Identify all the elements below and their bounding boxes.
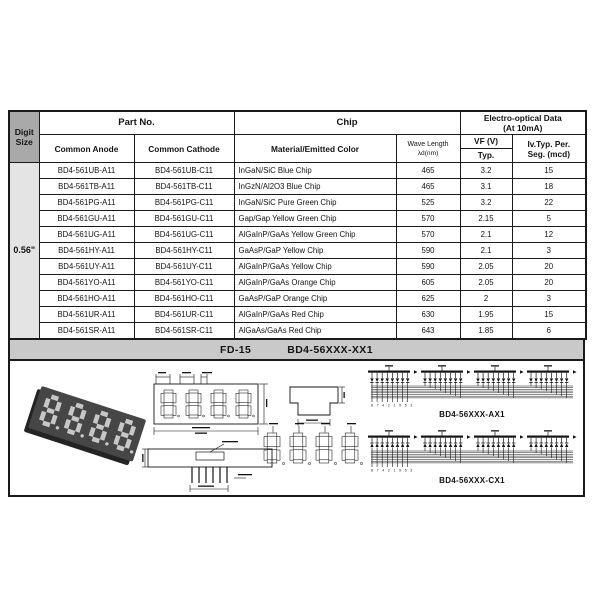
common-anode-cell: BD4-561HO-A11 (39, 291, 134, 307)
iv-cell: 12 (512, 227, 586, 243)
header-row-2 (9, 135, 586, 163)
material-cell: AlGaInP/GaAs Orange Chip (234, 275, 396, 291)
material-cell: GaAsP/GaP Yellow Chip (234, 243, 396, 259)
common-cathode-cell: BD4-561TB-C11 (134, 179, 234, 195)
common-anode-cell: BD4-561HY-A11 (39, 243, 134, 259)
iv-cell: 20 (512, 259, 586, 275)
vf-cell: 2.05 (460, 275, 512, 291)
table-row (9, 179, 586, 195)
material-cell: AlGaInP/GaAs Red Chip (234, 307, 396, 323)
common-cathode-cell: BD4-561HY-C11 (134, 243, 234, 259)
material-cell: AlGaAs/GaAs Red Chip (234, 323, 396, 340)
common-anode-cell: BD4-561UB-A11 (39, 163, 134, 179)
table-row (9, 243, 586, 259)
wavelength-cell: 570 (396, 211, 460, 227)
vf-cell: 2.15 (460, 211, 512, 227)
common-anode-cell: BD4-561SR-A11 (39, 323, 134, 340)
common-anode-cell: BD4-561TB-A11 (39, 179, 134, 195)
wavelength-line2: λd(nm) (417, 149, 439, 157)
material-cell: InGzN/Al2O3 Blue Chip (234, 179, 396, 195)
common-cathode-header: Common Cathode (134, 135, 234, 163)
header-row-1 (9, 111, 586, 135)
part-no-header: Part No. (39, 111, 234, 135)
table-row (9, 163, 586, 179)
iv-header (512, 135, 586, 163)
wavelength-cell: 643 (396, 323, 460, 340)
table-row (9, 275, 586, 291)
wavelength-cell: 570 (396, 227, 460, 243)
vf-cell: 3.2 (460, 163, 512, 179)
vf-typ-label: Typ. (477, 150, 495, 160)
wavelength-cell: 605 (396, 275, 460, 291)
wavelength-cell: 590 (396, 259, 460, 275)
svg-text:8 7 4 2 1 9 5 3: 8 7 4 2 1 9 5 3 (371, 403, 414, 408)
vf-cell: 2.05 (460, 259, 512, 275)
common-cathode-cell: BD4-561PG-C11 (134, 195, 234, 211)
common-anode-cell: BD4-561PG-A11 (39, 195, 134, 211)
vf-cell: 1.95 (460, 307, 512, 323)
vf-cell: 3.1 (460, 179, 512, 195)
table-row (9, 291, 586, 307)
common-cathode-cell: BD4-561YO-C11 (134, 275, 234, 291)
wavelength-cell: 465 (396, 179, 460, 195)
vf-header (460, 135, 512, 163)
common-cathode-cell: BD4-561UG-C11 (134, 227, 234, 243)
material-cell: Gap/Gap Yellow Green Chip (234, 211, 396, 227)
common-anode-cell: BD4-561UG-A11 (39, 227, 134, 243)
common-cathode-schematic (366, 430, 578, 476)
material-cell: GaAsP/GaP Orange Chip (234, 291, 396, 307)
electro-optical-line1: Electro-optical Data (483, 113, 562, 123)
common-cathode-cell: BD4-561HO-C11 (134, 291, 234, 307)
drawing-code: FD-15 (220, 343, 252, 356)
wavelength-cell: 630 (396, 307, 460, 323)
cx1-schematic-label: BD4-56XXX-CX1 (439, 476, 505, 485)
common-anode-header: Common Anode (39, 135, 134, 163)
series-part-number: BD4-56XXX-XX1 (287, 343, 373, 356)
common-cathode-cell: BD4-561SR-C11 (134, 323, 234, 340)
wavelength-line1: Wave Length (407, 140, 449, 148)
common-anode-cell: BD4-561GU-A11 (39, 211, 134, 227)
iv-cell: 15 (512, 163, 586, 179)
ax1-schematic-label: BD4-56XXX-AX1 (439, 410, 505, 419)
electro-optical-header (460, 111, 586, 135)
material-cell: AlGaInP/GaAs Yellow Green Chip (234, 227, 396, 243)
datasheet-table (8, 110, 587, 340)
common-cathode-cell: BD4-561UB-C11 (134, 163, 234, 179)
product-photo (20, 369, 148, 487)
common-anode-cell: BD4-561UR-A11 (39, 307, 134, 323)
digit-size-header: Digit Size (9, 111, 39, 163)
iv-cell: 5 (512, 211, 586, 227)
iv-cell: 3 (512, 243, 586, 259)
material-header: Material/Emitted Color (234, 135, 396, 163)
table-row (9, 259, 586, 275)
table-body (9, 163, 586, 340)
table-header (9, 111, 586, 163)
vf-cell: 2 (460, 291, 512, 307)
digit-size-value: 0.56" (9, 163, 39, 340)
vf-label: VF (V) (461, 135, 512, 149)
wavelength-cell: 465 (396, 163, 460, 179)
vf-cell: 1.85 (460, 323, 512, 340)
iv-cell: 3 (512, 291, 586, 307)
material-cell: InGaN/SiC Pure Green Chip (234, 195, 396, 211)
mechanical-drawing-panel (8, 361, 585, 497)
iv-cell: 15 (512, 307, 586, 323)
common-cathode-cell: BD4-561UR-C11 (134, 307, 234, 323)
vf-cell: 2.1 (460, 227, 512, 243)
wavelength-cell: 625 (396, 291, 460, 307)
iv-line1: Iv.Typ. Per. (527, 138, 571, 149)
common-anode-schematic (366, 365, 578, 411)
iv-cell: 20 (512, 275, 586, 291)
wavelength-cell: 525 (396, 195, 460, 211)
iv-cell: 22 (512, 195, 586, 211)
electro-optical-line2: (At 10mA) (503, 123, 543, 133)
vf-cell: 3.2 (460, 195, 512, 211)
segment-layout-diagram (258, 421, 364, 477)
material-cell: AlGaInP/GaAs Yellow Chip (234, 259, 396, 275)
table-row (9, 211, 586, 227)
material-cell: InGaN/SiC Blue Chip (234, 163, 396, 179)
common-cathode-cell: BD4-561GU-C11 (134, 211, 234, 227)
table-row (9, 195, 586, 211)
front-view-drawing (146, 371, 274, 437)
iv-cell: 6 (512, 323, 586, 340)
table-row (9, 307, 586, 323)
common-anode-cell: BD4-561UY-A11 (39, 259, 134, 275)
common-cathode-cell: BD4-561UY-C11 (134, 259, 234, 275)
svg-text:8 7 4 2 1 9 5 3: 8 7 4 2 1 9 5 3 (371, 468, 414, 473)
wavelength-cell: 590 (396, 243, 460, 259)
iv-cell: 18 (512, 179, 586, 195)
iv-line2: Seg. (mcd) (527, 148, 570, 159)
datasheet-sheet (8, 110, 585, 497)
table-row (9, 227, 586, 243)
vf-cell: 2.1 (460, 243, 512, 259)
common-anode-cell: BD4-561YO-A11 (39, 275, 134, 291)
chip-header: Chip (234, 111, 460, 135)
title-bar (8, 340, 585, 361)
wavelength-header (396, 135, 460, 163)
table-row (9, 323, 586, 340)
